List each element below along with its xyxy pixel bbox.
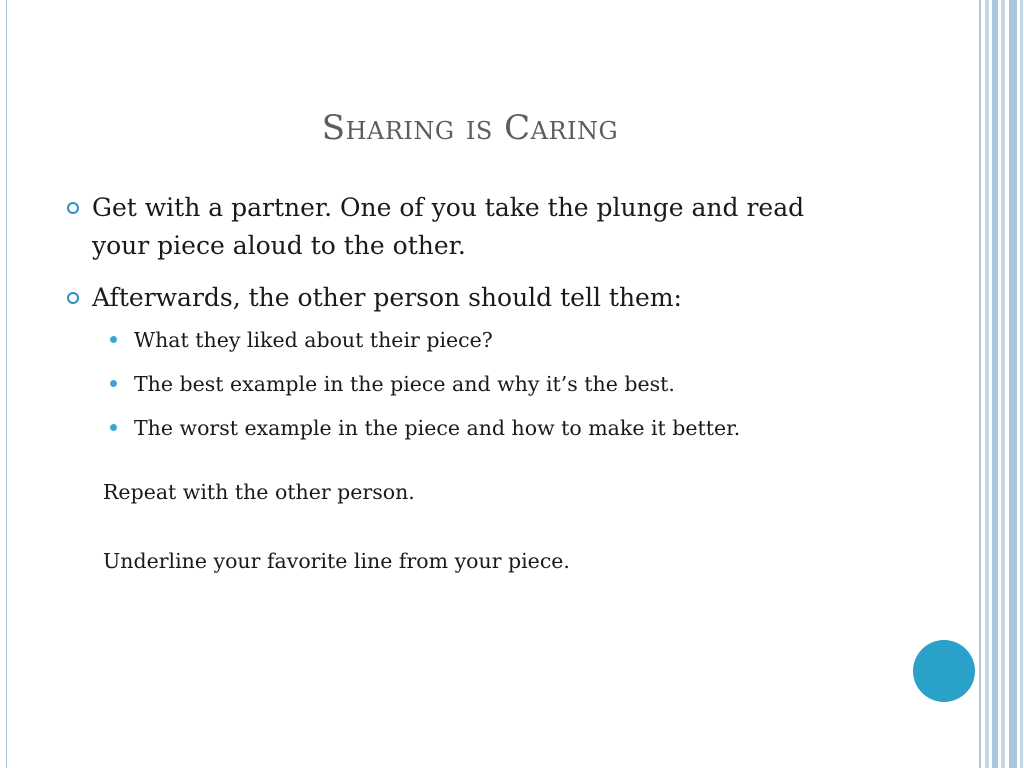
stripe bbox=[992, 0, 998, 768]
dot-bullet-icon bbox=[110, 424, 117, 431]
stripe bbox=[1009, 0, 1017, 768]
note-repeat: Repeat with the other person. bbox=[103, 480, 415, 504]
bullet-item bbox=[66, 189, 856, 265]
note-underline: Underline your favorite line from your piece. bbox=[103, 549, 570, 573]
stripe bbox=[985, 0, 989, 768]
stripe bbox=[979, 0, 981, 768]
slide-content bbox=[66, 189, 856, 573]
dot-bullet-icon bbox=[110, 380, 117, 387]
bullet-text: Afterwards, the other person should tell them: bbox=[92, 283, 682, 312]
sub-bullet-item bbox=[108, 367, 856, 402]
sub-bullet-text: The worst example in the piece and how to make it better. bbox=[134, 416, 741, 440]
ring-bullet-icon bbox=[67, 292, 79, 304]
right-decorative-stripes bbox=[974, 0, 1024, 768]
stripe bbox=[1001, 0, 1005, 768]
sub-bullet-item bbox=[108, 323, 856, 358]
accent-circle-decoration bbox=[913, 640, 975, 702]
sub-bullet-item bbox=[108, 411, 856, 446]
slide-title: Sharing is Caring bbox=[321, 108, 619, 148]
sub-bullet-text: What they liked about their piece? bbox=[134, 328, 493, 352]
dot-bullet-icon bbox=[110, 336, 117, 343]
sub-bullet-text: The best example in the piece and why it’s the best. bbox=[134, 372, 675, 396]
bullet-text: Get with a partner. One of you take the plunge and read your piece aloud to the other. bbox=[92, 193, 805, 260]
bullet-item bbox=[66, 279, 856, 317]
stripe bbox=[1020, 0, 1023, 768]
ring-bullet-icon bbox=[67, 202, 79, 214]
